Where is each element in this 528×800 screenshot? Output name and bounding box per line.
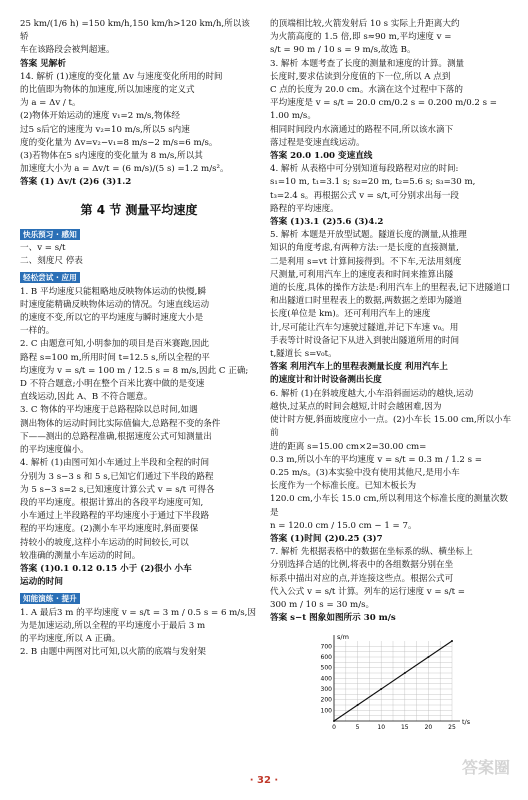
text-line: 落过程是变速直线运动。 bbox=[270, 137, 365, 148]
text-line: 计,尽可能让汽车匀速驶过隧道,并记下车速 v₀。用 bbox=[270, 322, 459, 333]
text-line: 时速度能精确反映物体运动的情况。匀速直线运动 bbox=[20, 299, 210, 310]
x-tick-label: 20 bbox=[424, 724, 433, 732]
text-line: 的比值即为物体的加速度,所以加速度的定义式 bbox=[20, 85, 195, 96]
text-line: 为 5 s−3 s=2 s,已知速度计算公式 v = s/t 可得各 bbox=[20, 484, 215, 495]
data-point bbox=[451, 640, 453, 642]
text-line: 均速度为 v = s/t = 100 m / 12.5 s = 8 m/s,因此 C 正确; bbox=[20, 365, 249, 376]
text-line: 标系中描出对应的点,并连接这些点。根据公式可 bbox=[270, 573, 454, 584]
text-line: 25 km/(1/6 h) =150 km/h,150 km/h>120 km/h,所以该轿 bbox=[20, 19, 250, 43]
right-column bbox=[270, 18, 514, 739]
text-line: 6. 解析 (1)在斜坡度越大,小车沿斜面运动的越快,运动 bbox=[270, 388, 474, 399]
y-tick-label: 700 bbox=[320, 643, 332, 651]
text-line: 1. A 最后3 m 的平均速度 v = s/t = 3 m / 0.5 s = 6 m/s,因 bbox=[20, 607, 256, 618]
text-line: 为是加速运动,所以全程的平均速度小于最后 3 m bbox=[20, 620, 206, 631]
text-line: 分别选择合适的比例,将表中的各组数据分别在坐 bbox=[270, 560, 454, 571]
text-line: 0.25 m/s。(3)本实验中没有使用其他尺,是用小车 bbox=[270, 467, 460, 478]
text-line: 二是利用 s=vt 计算间接得到。不下车,无法用刻度 bbox=[270, 256, 462, 267]
text-line: 下——测出的总路程准确,根据速度公式可知测量出 bbox=[20, 431, 212, 442]
y-tick-label: 300 bbox=[320, 686, 332, 694]
text-line: 越快,过某点的时间会越短,计时会越困难,因为 bbox=[270, 401, 442, 412]
answer-line: 运动的时间 bbox=[20, 577, 63, 588]
text-line: 0.3 m,所以小车的平均速度 v = s/t = 0.3 m / 1.2 s = bbox=[270, 454, 482, 465]
section-tag: 快乐预习 · 感知 bbox=[20, 229, 80, 240]
text-line: 长度作为一个标准长度。已知木板长为 bbox=[270, 481, 417, 492]
text-line: 度的变化量为 Δv=v₂−v₁=8 m/s−2 m/s=6 m/s。 bbox=[20, 137, 218, 148]
x-tick-label: 5 bbox=[355, 724, 360, 732]
text-line: 1. B 平均速度只能粗略地反映物体运动的快慢,瞬 bbox=[20, 286, 206, 297]
text-line: 2. B 由题中两图对比可知,以火箭的底端与发射架 bbox=[20, 647, 206, 658]
text-line: 7. 解析 先根据表格中的数据在坐标系的纵、横坐标上 bbox=[270, 547, 473, 558]
data-point bbox=[404, 672, 406, 674]
text-line: (3)若物体在5 s内速度的变化量为 8 m/s,所以其 bbox=[20, 151, 203, 162]
text-line: 和出隧道口时里程表上的数据,两数据之差即为隧道 bbox=[270, 296, 462, 307]
text-line: 300 m / 10 s = 30 m/s。 bbox=[270, 599, 375, 610]
text-line: 的平均速度,所以 A 正确。 bbox=[20, 633, 121, 644]
text-line: t₃=2.4 s。再根据公式 v = s/t,可分别求出每一段 bbox=[270, 190, 459, 201]
text-line: 知识的角度考虑,有两种方法:一是长度的直接测量, bbox=[270, 243, 459, 254]
s-t-chart bbox=[308, 629, 471, 733]
answer-line: 答案 20.0 1.00 变速直线 bbox=[270, 151, 373, 162]
text-line: 一样的。 bbox=[20, 326, 55, 337]
y-tick-label: 100 bbox=[320, 707, 332, 715]
text-line: n = 120.0 cm / 15.0 cm − 1 = 7。 bbox=[270, 520, 417, 531]
text-line: s₁=10 m, t₁=3.1 s; s₂=20 m, t₂=5.6 s; s₃=30 m, bbox=[270, 177, 476, 188]
x-tick-label: 15 bbox=[400, 724, 409, 732]
data-point bbox=[333, 720, 335, 722]
text-line: 程的平均速度。(2)测小车平均速度时,斜面要保 bbox=[20, 524, 199, 535]
text-line: 代入公式 v = s/t 计算。列车的运行速度 v = s/t = bbox=[270, 586, 465, 597]
text-line: 使计时方便,斜面坡度应小一点。(2)小车长 15.00 cm,所以小车前 bbox=[270, 415, 512, 439]
text-line: s/t = 90 m / 10 s = 9 m/s,故选 B。 bbox=[270, 45, 416, 56]
text-line: 较准确的测量小车运动的时间。 bbox=[20, 550, 141, 561]
page-number: · 32 · bbox=[249, 775, 279, 786]
text-line: 的速度不变,所以它的平均速度与瞬时速度大小是 bbox=[20, 313, 204, 324]
text-line: 的顶端相比较,火箭发射后 10 s 实际上升距离大约 bbox=[270, 19, 460, 29]
text-line: 平均速度是 v = s/t = 20.0 cm/0.2 s = 0.200 m/0.2 s = 1.00 m/s。 bbox=[270, 98, 497, 122]
text-line: 4. 解析 (1)由图可知小车通过上半段和全程的时间 bbox=[20, 458, 210, 469]
text-line: 120.0 cm,小车长 15.0 cm,所以利用这个标准长度的测量次数是 bbox=[270, 494, 509, 518]
text-line: 的平均速度偏小。 bbox=[20, 445, 89, 456]
text-line: C 点的长度为 20.0 cm。水滴在这个过程中下落的 bbox=[270, 85, 463, 96]
text-line: 段的平均速度。根据计算出的各段平均速度可知, bbox=[20, 497, 204, 508]
text-line: 过5 s后它的速度为 v₂=10 m/s,所以5 s内速 bbox=[20, 124, 190, 135]
text-line: 尺测量,可利用汽车上的速度表和时间来推算出隧 bbox=[270, 269, 454, 280]
answer-line: 答案 (1)时间 (2)0.25 (3)7 bbox=[270, 533, 383, 544]
answer-line: 答案 (1)0.1 0.12 0.15 小于 (2)很小 小车 bbox=[20, 563, 192, 574]
text-line: 手表等计时设备记下从进入到驶出隧道所用的时间 bbox=[270, 335, 460, 346]
text-line: 小车通过上半段路程的平均速度小于通过下半段路 bbox=[20, 511, 210, 522]
text-line: 相同时间段内水滴通过的路程不同,所以该水滴下 bbox=[270, 124, 454, 135]
answer-line: 的速度计和计时设备测出长度 bbox=[270, 375, 382, 386]
x-tick-label: 10 bbox=[377, 724, 386, 732]
answer-line: 答案 (1) Δv/t (2)6 (3)1.2 bbox=[20, 177, 132, 188]
text-line: 路程 s=100 m,所用时间 t=12.5 s,所以全程的平 bbox=[20, 352, 210, 363]
text-line: t,隧道长 s=v₀t。 bbox=[270, 349, 337, 360]
x-tick-label: 0 bbox=[332, 724, 336, 732]
answer-line: 答案 (1)3.1 (2)5.6 (3)4.2 bbox=[270, 217, 384, 228]
text-line: 分别为 3 s−3 s 和 5 s,已知它们通过下半段的路程 bbox=[20, 471, 214, 482]
x-axis-label: t/s bbox=[462, 718, 471, 727]
text-line: 车在该路段会被判超速。 bbox=[20, 45, 115, 56]
y-tick-label: 600 bbox=[320, 654, 332, 662]
text-line: 道的长度,具体的操作方法是:利用汽车上的里程表,记下进隧道口 bbox=[270, 283, 511, 294]
text-line: 进的距离 s=15.00 cm×2=30.00 cm= bbox=[270, 441, 427, 452]
text-line: 测出物体的运动时间比实际值偏大,总路程不变的条件 bbox=[20, 418, 221, 429]
text-line: 为火箭高度的 1.5 倍,即 s≈90 m,平均速度 v = bbox=[270, 32, 452, 43]
text-line: 持较小的坡度,这样小车运动的时间较长,可以 bbox=[20, 537, 189, 548]
section-tag: 知能演练 · 提升 bbox=[20, 593, 80, 604]
text-line: 一、v = s/t bbox=[20, 243, 66, 254]
text-line: 3. 解析 本题考查了长度的测量和速度的计算。测量 bbox=[270, 58, 465, 69]
section-title: 第 4 节 测量平均速度 bbox=[80, 202, 198, 217]
text-line: 加速度大小为 a = Δv/t = (6 m/s)/(5 s) =1.2 m/s²。 bbox=[20, 164, 229, 175]
answer-line: 答案 见解析 bbox=[20, 58, 66, 69]
y-axis-label: s/m bbox=[337, 633, 349, 642]
text-line: 直线运动,因此 A、B 不符合题意。 bbox=[20, 392, 153, 403]
answer-line: 答案 利用汽车上的里程表测量长度 利用汽车上 bbox=[270, 362, 448, 373]
text-line: 2. C 由题意可知,小明参加的项目是百米赛跑,因此 bbox=[20, 339, 209, 350]
y-tick-label: 500 bbox=[320, 665, 332, 673]
data-point bbox=[357, 704, 359, 706]
text-line: 路程的平均速度。 bbox=[270, 203, 339, 214]
text-line: 5. 解析 本题是开放型试题。隧道长度的测量,从推理 bbox=[270, 230, 467, 241]
text-line: 二、刻度尺 停表 bbox=[20, 256, 83, 267]
text-line: 3. C 物体的平均速度于总路程除以总时间,如遇 bbox=[20, 405, 198, 416]
text-line: 4. 解析 从表格中可分别知道每段路程对应的时间: bbox=[270, 164, 459, 175]
data-point bbox=[380, 688, 382, 690]
answer-line: 答案 s−t 图象如图所示 30 m/s bbox=[270, 613, 396, 624]
section-tag: 轻松尝试 · 应用 bbox=[20, 272, 80, 283]
x-tick-label: 25 bbox=[448, 724, 456, 732]
text-line: 14. 解析 (1)速度的变化量 Δv 与速度变化所用的时间 bbox=[20, 71, 223, 82]
data-point bbox=[427, 656, 429, 658]
text-line: D 不符合题意;小明在整个百米比赛中做的是变速 bbox=[20, 379, 205, 390]
text-line: 长度(单位是 km)。还可利用汽车上的速度 bbox=[270, 309, 431, 320]
left-column bbox=[20, 18, 258, 659]
y-tick-label: 200 bbox=[320, 697, 332, 705]
text-line: 为 a = Δv / t。 bbox=[20, 98, 81, 109]
text-line: (2)物体开始运动的速度 v₁=2 m/s,物体经 bbox=[20, 111, 180, 122]
watermark-logo: 答案圈 bbox=[461, 758, 510, 777]
y-tick-label: 400 bbox=[320, 675, 332, 683]
text-line: 长度时,要求估读到分度值的下一位,所以 A 点到 bbox=[270, 71, 451, 82]
